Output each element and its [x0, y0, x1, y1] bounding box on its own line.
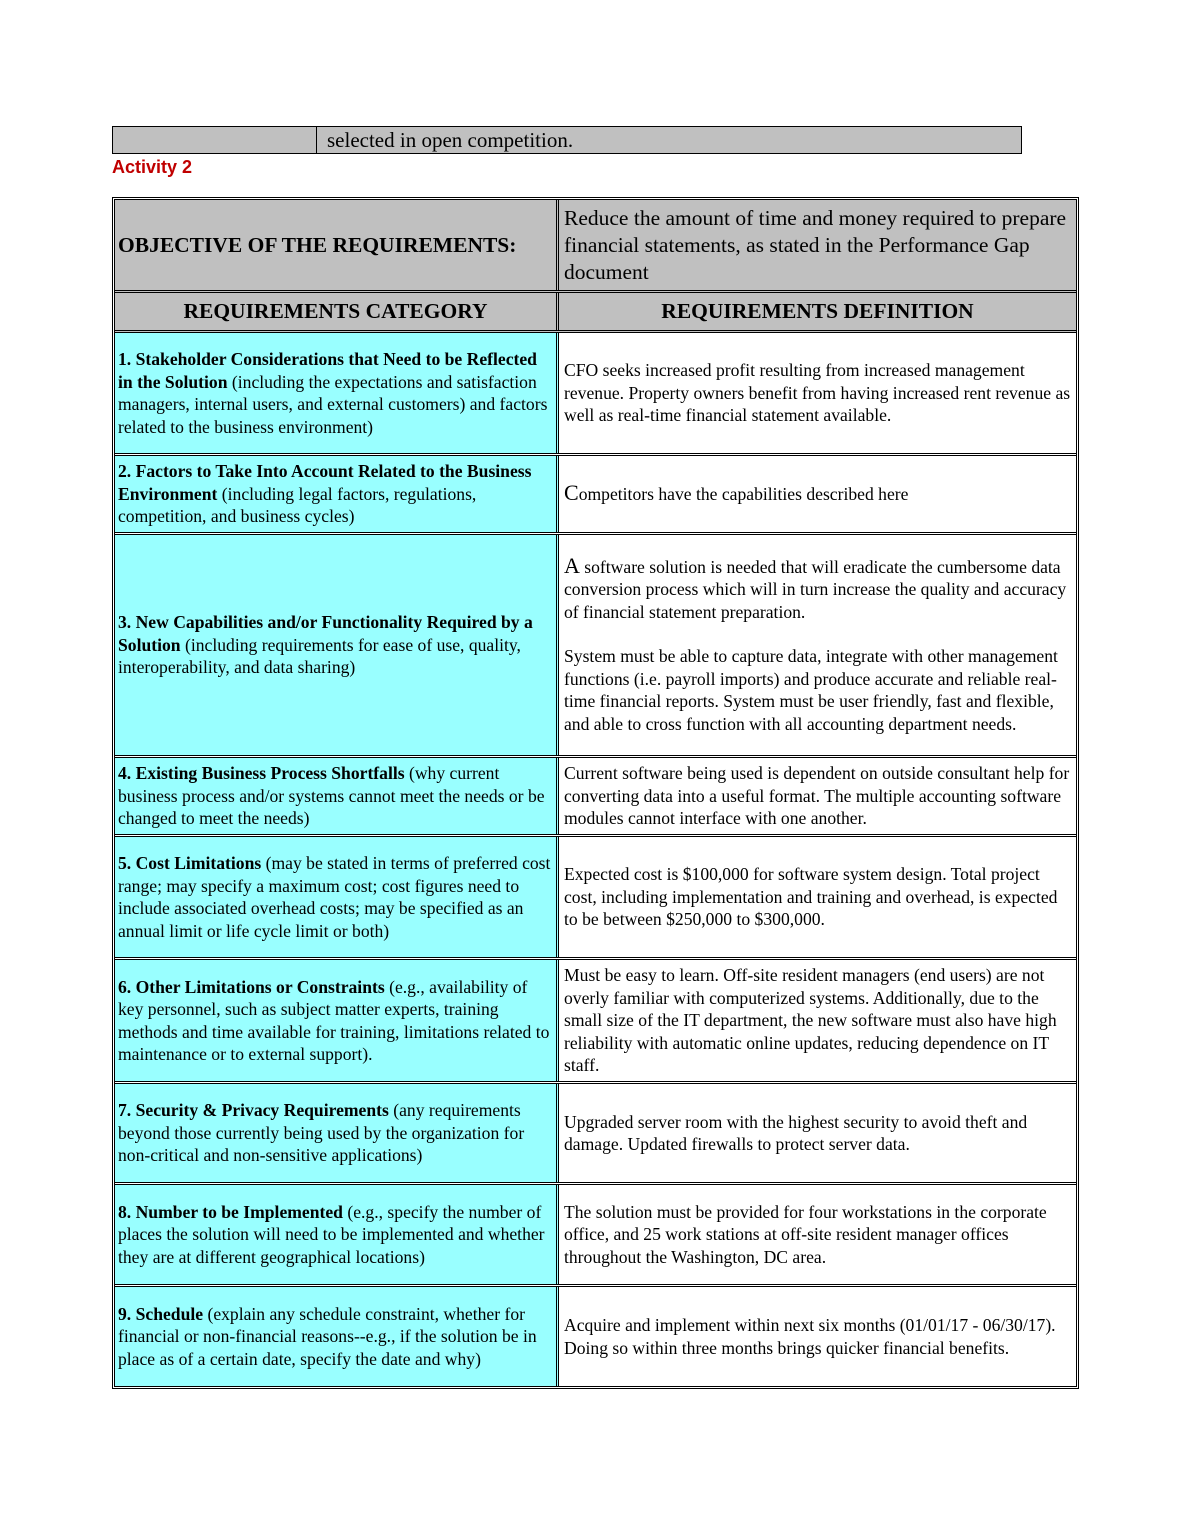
category-title: 5. Cost Limitations	[118, 853, 262, 873]
category-cell	[115, 960, 559, 1081]
definition-text: System must be able to capture data, integrate with other management functions (i.e. payroll imports) and produce accurate and reliable real-time financial reports. System must be user friendly, fast and flexible, and able to cross function with all accounting department needs.	[564, 646, 1058, 734]
definition-text: Must be easy to learn. Off-site resident managers (end users) are not overly familiar with computerized systems. Additionally, due to the small size of the IT department, the new software must also have high reliability with automatic online updates, reducing dependence on IT staff.	[564, 965, 1057, 1076]
category-title: 8. Number to be Implemented	[118, 1201, 343, 1222]
table-row	[115, 333, 1076, 456]
definition-initial: A	[564, 552, 580, 578]
definition-cell	[559, 535, 1076, 755]
category-cell	[115, 1084, 559, 1182]
category-description: (any requirements beyond those currently being used by the organization for non-critical and non-sensitive applications)	[118, 1100, 525, 1166]
definition-initial: C	[564, 480, 579, 506]
category-title: 3. New Capabilities and/or Functionality Required by a Solution	[118, 612, 533, 655]
definition-cell	[559, 1185, 1076, 1284]
category-description: (e.g., specify the number of places the solution will need to be implemented and whether they are at different geographical locations)	[118, 1201, 545, 1267]
definition-cell	[559, 1084, 1076, 1182]
objective-value-text: Reduce the amount of time and money required to prepare financial statements, as stated in the Performance Gap document	[564, 205, 1067, 284]
objective-row	[115, 200, 1076, 293]
category-description: (may be stated in terms of preferred cost range; may specify a maximum cost; cost figures need to include associated overhead costs; may be specified as an annual limit or life cycle limit or both)	[118, 853, 551, 941]
category-title: 1. Stakeholder Considerations that Need to be Reflected in the Solution	[118, 349, 537, 392]
table-row	[115, 535, 1076, 758]
requirements-table	[112, 197, 1079, 1389]
category-cell	[115, 1185, 559, 1284]
definition-cell	[559, 758, 1076, 834]
definition-text: software solution is needed that will eradicate the cumbersome data conversion process which will in turn increase the quality and accuracy of financial statement preparation.	[564, 556, 1067, 622]
category-title: 7. Security & Privacy Requirements	[118, 1100, 389, 1121]
continuation-empty-cell	[113, 127, 317, 153]
continuation-table-row	[112, 126, 1022, 154]
table-row	[115, 1287, 1076, 1386]
category-description: (including the expectations and satisfaction managers, internal users, and external customers) and factors related to the business environment)	[118, 371, 548, 437]
category-title: 9. Schedule	[118, 1303, 204, 1324]
definition-cell	[559, 333, 1076, 453]
definition-text: The solution must be provided for four workstations in the corporate office, and 25 work stations at off-site resident manager offices throughout the Washington, DC area.	[564, 1201, 1047, 1267]
category-description: (explain any schedule constraint, whether for financial or non-financial reasons--e.g., if the solution be in place as of a certain date, specify the date and why)	[118, 1303, 537, 1369]
category-cell	[115, 1287, 559, 1386]
category-title: 6. Other Limitations or Constraints	[118, 976, 385, 997]
definition-cell	[559, 837, 1076, 957]
category-title: 4. Existing Business Process Shortfalls	[118, 763, 405, 784]
category-cell	[115, 333, 559, 453]
definition-text: Current software being used is dependent on outside consultant help for converting data into a useful format. The multiple accounting software modules cannot interface with one another.	[564, 763, 1070, 829]
activity-heading: Activity 2	[112, 157, 193, 177]
table-row	[115, 456, 1076, 535]
table-row	[115, 837, 1076, 960]
definition-text: Upgraded server room with the highest security to avoid theft and damage. Updated firewalls to protect server data.	[564, 1111, 1028, 1154]
header-row	[115, 293, 1076, 333]
definition-text: Expected cost is $100,000 for software system design. Total project cost, including implementation and training and overhead, is expected to be between $250,000 to $300,000.	[564, 864, 1058, 930]
definition-text: ompetitors have the capabilities described here	[578, 484, 909, 505]
definition-cell	[559, 960, 1076, 1081]
header-category: REQUIREMENTS CATEGORY	[115, 293, 559, 330]
category-cell	[115, 758, 559, 834]
continuation-text: selected in open competition.	[327, 128, 574, 152]
category-description: (including legal factors, regulations, competition, and business cycles)	[118, 483, 477, 527]
definition-cell	[559, 456, 1076, 532]
header-definition: REQUIREMENTS DEFINITION	[661, 299, 974, 324]
definition-text: CFO seeks increased profit resulting from increased management revenue. Property owners benefit from having increased rent revenue as well as real-time financial statement available.	[564, 360, 1071, 426]
category-description: (why current business process and/or systems cannot meet the needs or be changed to meet the needs)	[118, 763, 545, 829]
definition-cell	[559, 1287, 1076, 1386]
table-row	[115, 960, 1076, 1084]
category-title: 2. Factors to Take Into Account Related to the Business Environment	[118, 461, 532, 504]
objective-value	[559, 200, 1076, 290]
category-cell	[115, 456, 559, 532]
category-cell	[115, 535, 559, 755]
table-row	[115, 758, 1076, 837]
table-row	[115, 1084, 1076, 1185]
definition-text: Acquire and implement within next six months (01/01/17 - 06/30/17). Doing so within three months brings quicker financial benefits.	[564, 1315, 1056, 1358]
objective-label: OBJECTIVE OF THE REQUIREMENTS:	[115, 200, 559, 290]
table-row	[115, 1185, 1076, 1287]
category-cell	[115, 837, 559, 957]
category-description: (including requirements for ease of use, quality, interoperability, and data sharing)	[118, 634, 521, 678]
category-description: (e.g., availability of key personnel, such as subject matter experts, training methods and time available for training, limitations related to maintenance or to external support).	[118, 976, 550, 1064]
